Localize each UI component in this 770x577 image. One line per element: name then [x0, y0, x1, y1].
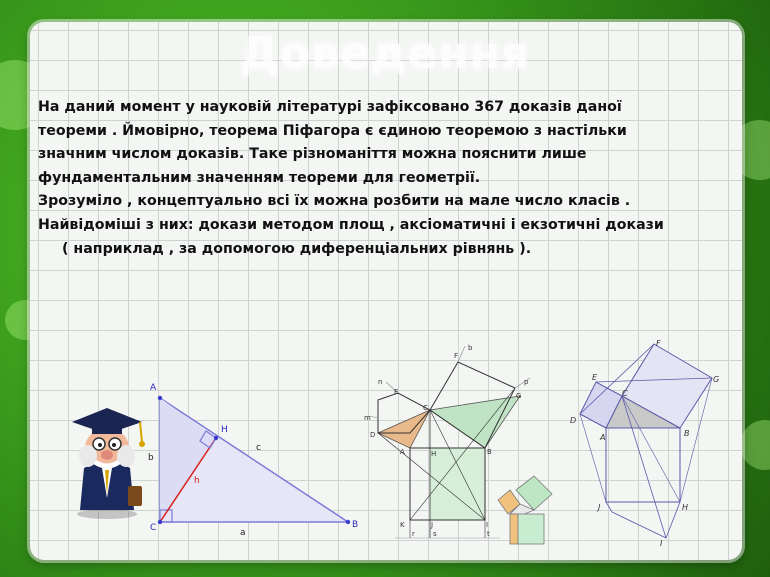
text-line: фундаментальним значенням теореми для геометрії.: [38, 169, 481, 186]
text-line: На даний момент у науковій літературі зафіксовано 367 доказів даної: [38, 99, 622, 115]
slide-title: Доведення: [239, 28, 531, 79]
label-j: J: [431, 521, 434, 529]
green-rect: [518, 514, 544, 544]
label-b: B: [352, 520, 359, 530]
extension-line: [370, 416, 378, 418]
green-lower-region: [430, 448, 485, 520]
label-altitude-h: h: [194, 476, 200, 486]
green-region: [430, 396, 520, 448]
label-i: I: [660, 539, 663, 548]
label-f: F: [656, 339, 661, 348]
point-b: [346, 520, 350, 524]
body-text: [38, 96, 718, 261]
label-c: C: [423, 404, 428, 412]
label-g: G: [713, 375, 720, 384]
squares-on-sides-figure: [566, 338, 726, 548]
text-line: Зрозуміло , концептуально всі їх можна розбити на мале число класів .: [38, 193, 631, 210]
label-d: D: [570, 416, 577, 425]
label-h: H: [431, 450, 437, 458]
orange-triangle: [378, 410, 430, 448]
extension-line: [458, 346, 465, 362]
right-triangle-figure: [142, 380, 364, 540]
label-f: F: [454, 352, 459, 360]
label-j: J: [598, 503, 601, 512]
orange-rect: [510, 514, 518, 544]
label-side-b: b: [148, 453, 154, 463]
label-b-ext: b: [468, 344, 473, 352]
label-h-point: H: [221, 425, 228, 435]
label-s: s: [433, 530, 437, 538]
label-n: n: [378, 378, 383, 386]
point-a: [158, 396, 162, 400]
label-k: K: [400, 521, 405, 529]
label-a: A: [150, 383, 157, 393]
label-i: I: [486, 521, 489, 529]
text-line: теореми . Ймовірно, теорема Піфагора є єдиною теоремою з настільки: [38, 122, 627, 139]
label-side-c: c: [256, 443, 261, 453]
bottom-kite: [606, 502, 680, 538]
point-h: [214, 436, 218, 440]
label-a: A: [400, 448, 405, 456]
label-r: r: [412, 530, 415, 538]
construction-line: [580, 414, 606, 502]
label-h: H: [682, 503, 689, 512]
text-line: значним числом доказів. Таке різноманіття можна пояснити лише: [38, 146, 587, 163]
label-e: E: [394, 388, 399, 396]
text-line: ( наприклад , за допомогою диференціальних рівнянь ).: [62, 240, 532, 257]
construction-line: [612, 512, 666, 538]
label-e: E: [592, 373, 598, 382]
small-squares-figure: [494, 472, 560, 548]
label-t: t: [487, 530, 490, 538]
label-g: G: [516, 392, 522, 400]
label-m: m: [364, 414, 371, 422]
label-c: C: [150, 523, 157, 533]
professor-mascot-icon: [62, 398, 152, 520]
label-b: B: [684, 429, 690, 438]
label-p: p: [524, 378, 529, 386]
label-side-a: a: [240, 528, 246, 538]
point-c: [158, 520, 162, 524]
label-d: D: [370, 431, 376, 439]
label-c: C: [622, 389, 628, 398]
text-line: Найвідоміші з них: докази методом площ , аксіоматичні і екзотичні докази: [38, 216, 664, 233]
label-a: A: [600, 433, 606, 442]
bokeh-decor: [740, 420, 770, 470]
label-b: B: [487, 448, 492, 456]
